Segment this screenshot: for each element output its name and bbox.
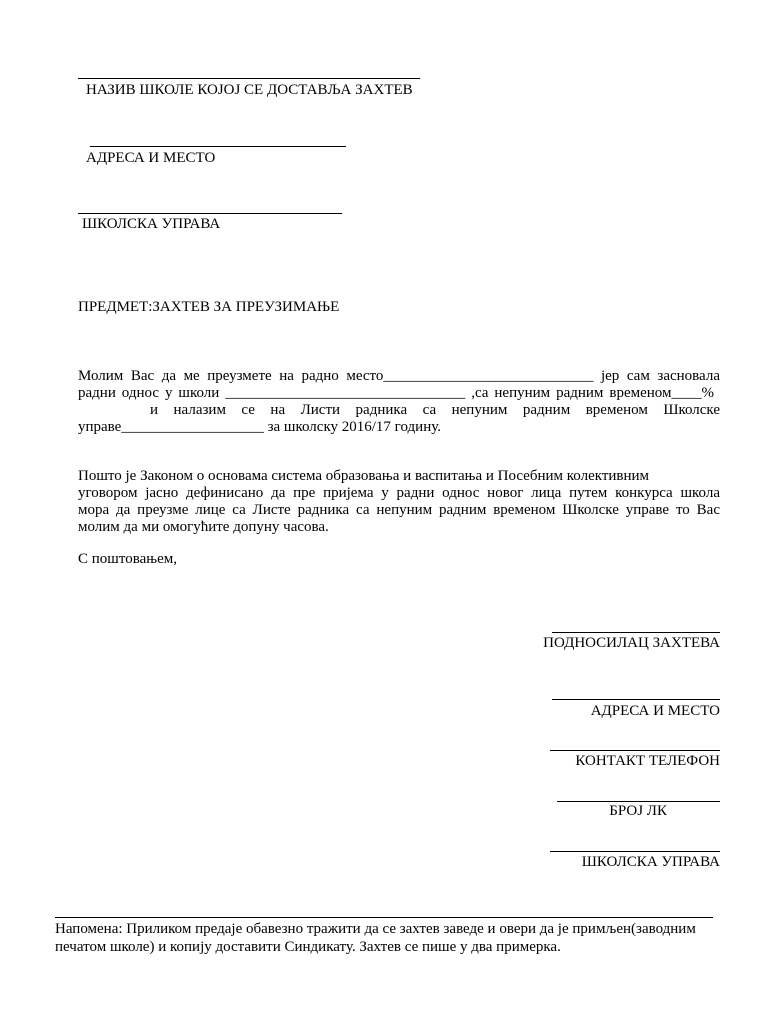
applicant-school-admin-blank-line (550, 851, 720, 852)
contact-phone-label: КОНТАКТ ТЕЛЕФОН (575, 753, 720, 769)
justification-paragraph (78, 468, 720, 536)
footer-note-line-2: печатом школе) и копију доставити Синдикату. Захтев се пише у два примерка. (55, 939, 561, 955)
footer-divider (55, 917, 713, 918)
applicant-address-blank-line (552, 699, 720, 700)
request-paragraph-line-4: управе___________________ за школску 2016/17 годину. (78, 419, 441, 435)
request-paragraph-line-3: и налазим се на Листи радника са непуним радним временом Школске (150, 402, 720, 418)
id-card-blank-line (557, 801, 720, 802)
applicant-school-admin-label: ШКОЛСКА УПРАВА (581, 854, 720, 870)
closing-salutation: С поштовањем, (78, 551, 177, 567)
school-admin-label: ШКОЛСКА УПРАВА (82, 216, 221, 232)
id-card-number-label: БРОЈ ЛК (609, 803, 667, 819)
request-paragraph-line-2: радни однос у школи ________________________________ ,са непуним радним временом____% (78, 385, 714, 401)
school-address-label: АДРЕСА И МЕСТО (86, 150, 216, 166)
footer-note-line-1: Напомена: Приликом предаје обавезно тражити да се захтев заведе и овери да је примљен(заводним (55, 921, 696, 937)
school-name-blank-line (78, 78, 420, 79)
justification-paragraph-line-2: уговором јасно дефинисано да пре пријема у радни однос новог лица путем конкурса школа (78, 485, 720, 501)
applicant-label: ПОДНОСИЛАЦ ЗАХТЕВА (543, 635, 720, 651)
request-paragraph-line-1: Молим Вас да ме преузмете на радно место____________________________ јер сам засновала (78, 368, 720, 384)
school-address-blank-line (90, 146, 346, 147)
phone-blank-line (550, 750, 720, 751)
subject-line: ПРЕДМЕТ:ЗАХТЕВ ЗА ПРЕУЗИМАЊЕ (78, 299, 340, 315)
school-name-label: НАЗИВ ШКОЛЕ КОЈОЈ СЕ ДОСТАВЉА ЗАХТЕВ (86, 82, 413, 98)
request-paragraph (78, 368, 720, 436)
justification-paragraph-line-1: Пошто је Законом о основама система образовања и васпитања и Посебним колективним (78, 468, 650, 484)
applicant-address-label: АДРЕСА И МЕСТО (590, 703, 720, 719)
applicant-blank-line (552, 632, 720, 633)
justification-paragraph-line-4: молим да ми омогућите допуну часова. (78, 519, 329, 535)
school-admin-blank-line (78, 213, 342, 214)
justification-paragraph-line-3: мора да преузме лице са Листе радника са непуним радним временом Школске управе то Вас (78, 502, 720, 518)
